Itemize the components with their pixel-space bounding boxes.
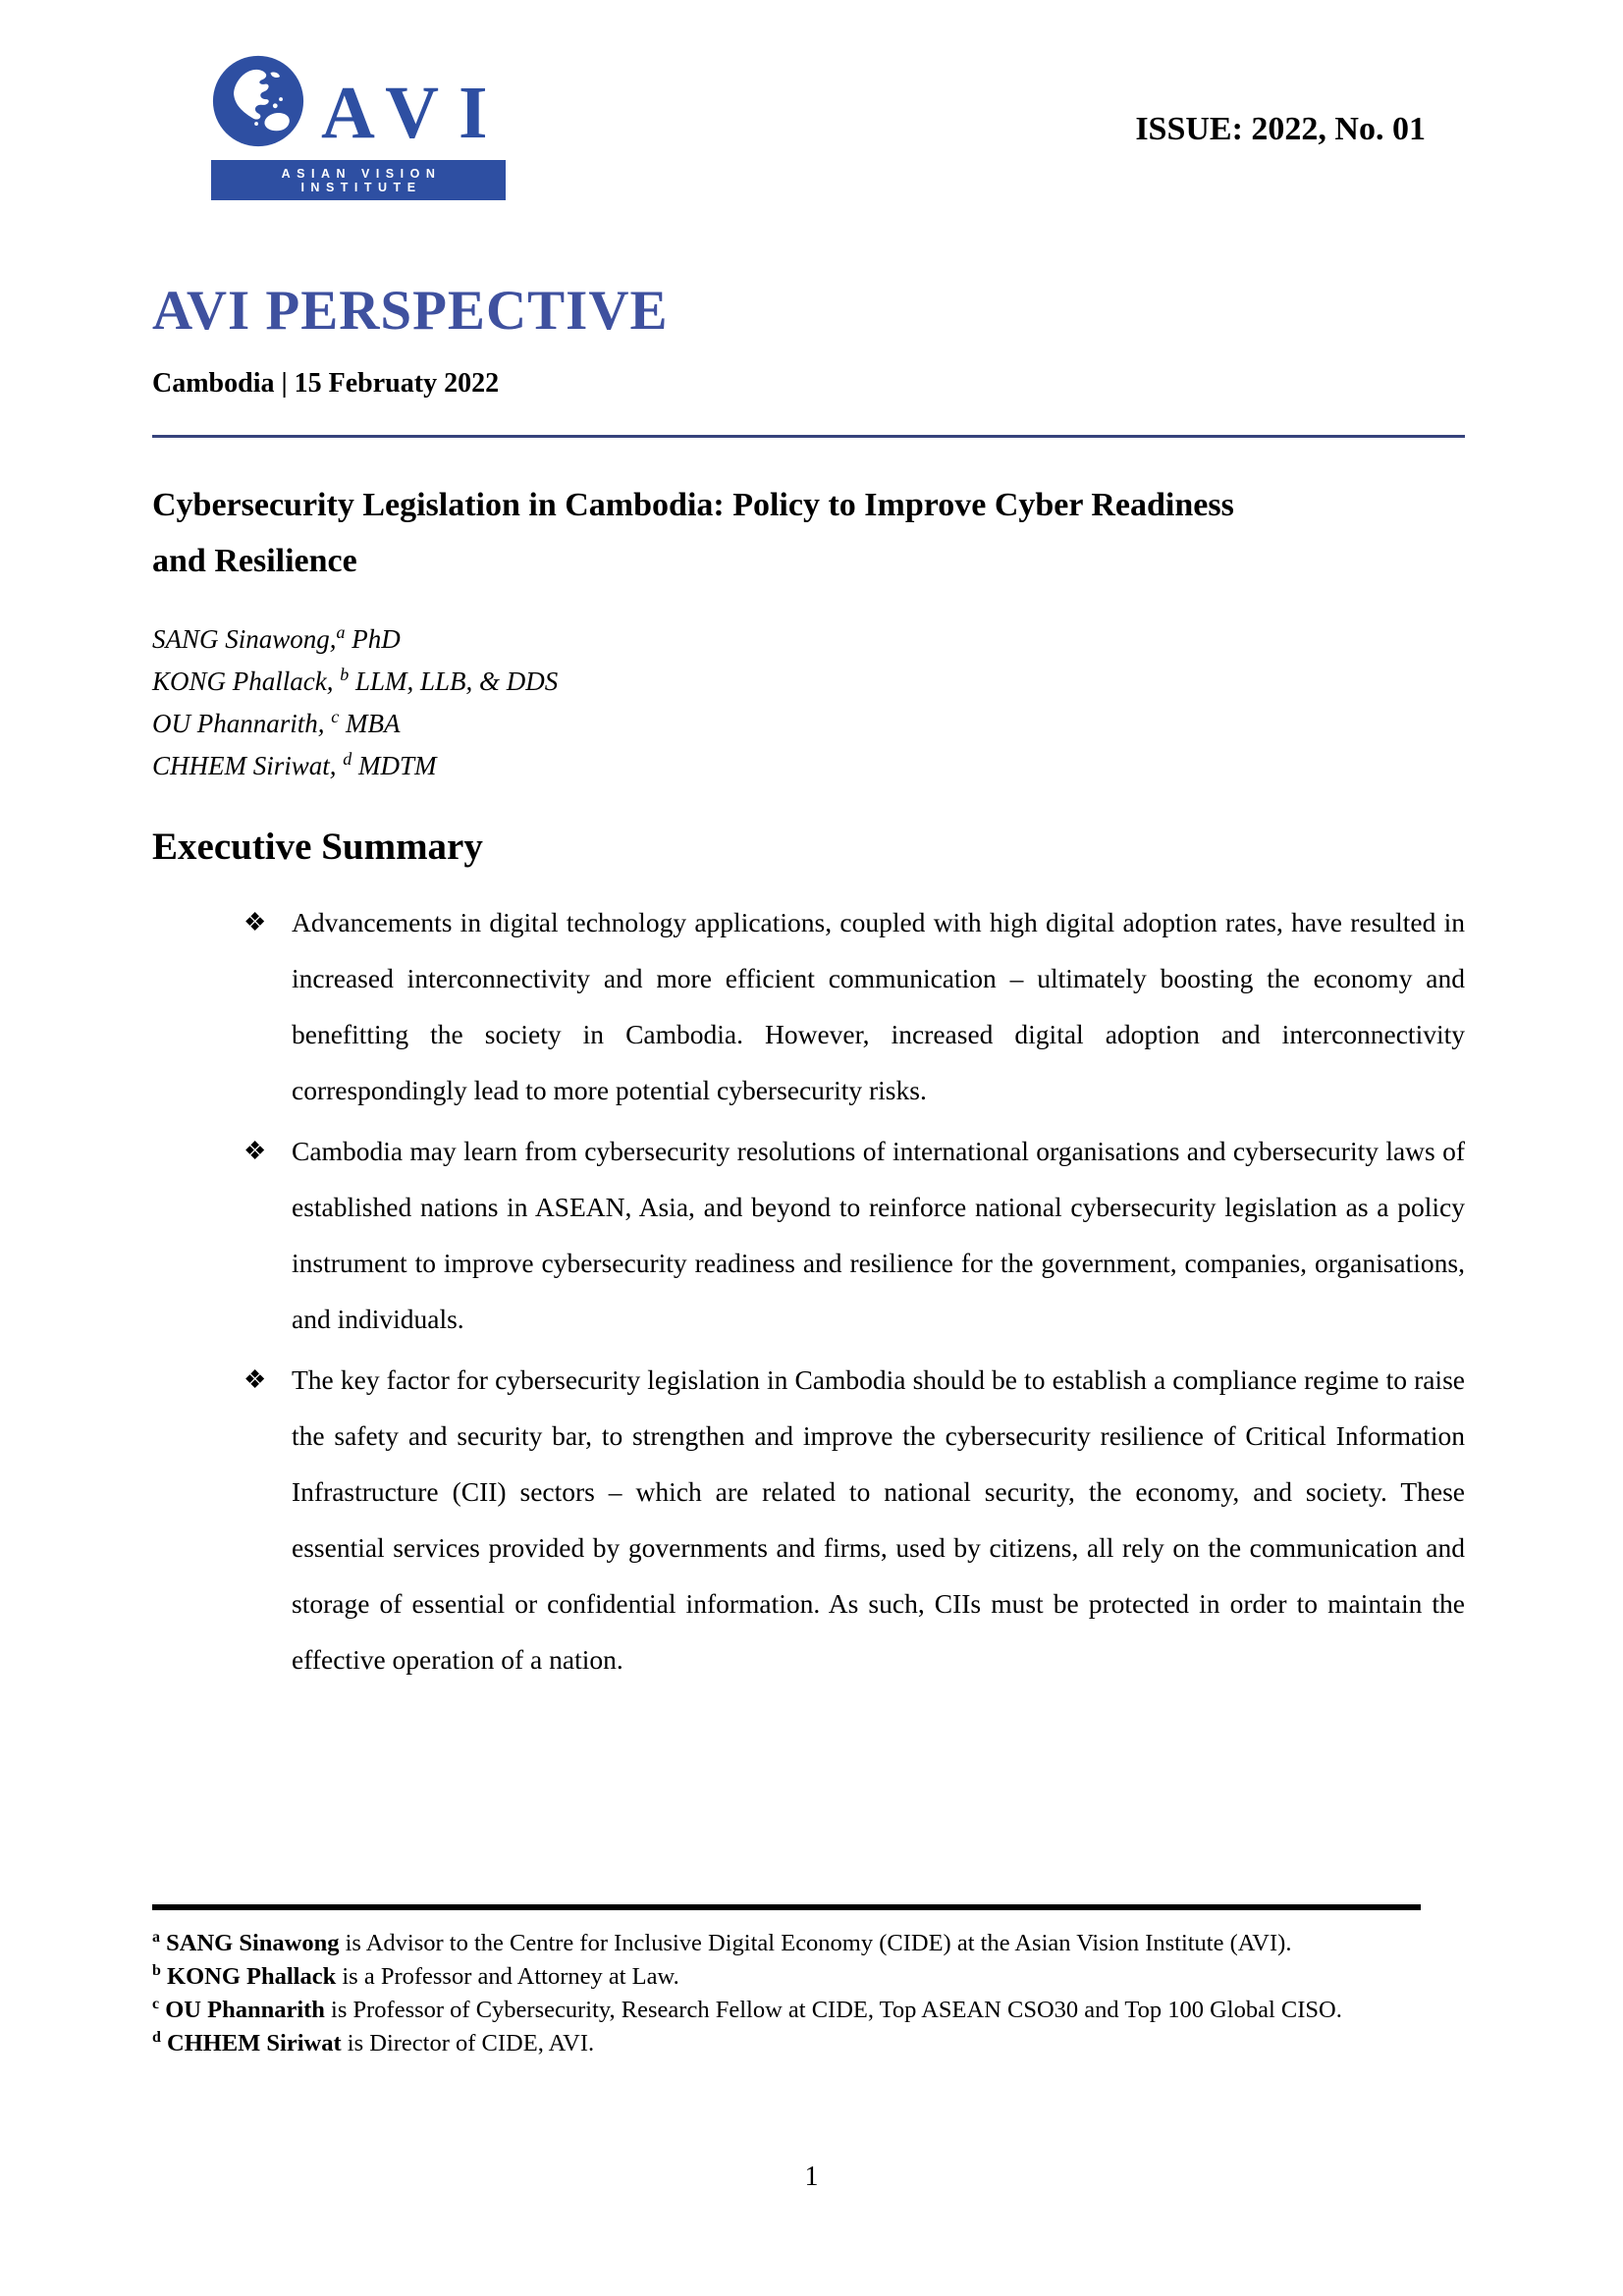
footnote-ref: b: [152, 1961, 161, 1979]
footnote: [152, 1960, 1465, 1994]
globe-icon: [211, 54, 305, 148]
author-credentials: LLM, LLB, & DDS: [349, 667, 559, 696]
footnote-text: is Director of CIDE, AVI.: [341, 2030, 595, 2056]
author-line: [152, 703, 1465, 745]
logo-acronym: AVI: [321, 72, 508, 155]
author-line: [152, 745, 1465, 787]
summary-bullet: [152, 1352, 1465, 1687]
header: [152, 54, 1465, 200]
footnote: [152, 2027, 1465, 2060]
section-divider: [152, 435, 1465, 438]
dateline: Cambodia | 15 Februaty 2022: [152, 368, 500, 399]
author-ref: b: [340, 665, 350, 684]
footnote-name: KONG Phallack: [167, 1963, 337, 1990]
footnote-name: OU Phannarith: [165, 1997, 325, 2023]
bullet-diamond-icon: ❖: [243, 1365, 267, 1394]
author-name: OU Phannarith,: [152, 709, 332, 738]
author-name: CHHEM Siriwat,: [152, 751, 344, 780]
summary-list: [152, 894, 1465, 1687]
footnotes: [152, 1927, 1465, 2060]
summary-bullet: [152, 894, 1465, 1118]
footnote-name: CHHEM Siriwat: [167, 2030, 342, 2056]
author-line: [152, 618, 1465, 661]
footnote: [152, 1927, 1465, 1960]
footnote-ref: c: [152, 1995, 160, 2012]
bullet-diamond-icon: ❖: [243, 1137, 267, 1165]
issue-label: ISSUE: 2022, No. 01: [1135, 111, 1426, 147]
author-credentials: MBA: [339, 709, 401, 738]
author-credentials: PhD: [345, 624, 401, 654]
logo-top: [211, 54, 508, 155]
author-name: KONG Phallack,: [152, 667, 341, 696]
article-title: Cybersecurity Legislation in Cambodia: Policy to Improve Cyber Readiness and Resilience: [152, 487, 1234, 579]
bullet-text: Advancements in digital technology applications, coupled with high digital adoption rates, have resulted in increased interconnectivity and more efficient communication – ultimately boosting the economy and benefitting the society in Cambodia. However, increased digital adoption and interconnectivity correspondingly lead to more potential cybersecurity risks.: [292, 907, 1465, 1105]
author-line: [152, 661, 1465, 703]
summary-bullet: [152, 1123, 1465, 1347]
avi-logo: [211, 54, 506, 200]
footnote: [152, 1994, 1465, 2027]
author-ref: a: [336, 622, 346, 642]
author-ref: d: [343, 749, 352, 769]
footnote-text: is a Professor and Attorney at Law.: [336, 1963, 679, 1990]
section-heading: Executive Summary: [152, 826, 483, 868]
author-credentials: MDTM: [352, 751, 437, 780]
page-number: 1: [804, 2162, 819, 2192]
bullet-text: Cambodia may learn from cybersecurity resolutions of international organisations and cybersecurity laws of established nations in ASEAN, Asia, and beyond to reinforce national cybersecurity legislation as a policy instrument to improve cybersecurity readiness and resilience for the government, companies, organisations, and individuals.: [292, 1136, 1465, 1334]
footnote-text: is Professor of Cybersecurity, Research Fellow at CIDE, Top ASEAN CSO30 and Top 100 Global CISO.: [324, 1997, 1342, 2023]
masthead-title: AVI PERSPECTIVE: [152, 280, 669, 342]
footnote-ref: a: [152, 1928, 160, 1946]
author-ref: c: [331, 707, 340, 726]
author-block: [152, 618, 1465, 787]
logo-banner: ASIAN VISION INSTITUTE: [211, 160, 506, 200]
author-name: SANG Sinawong,: [152, 624, 337, 654]
footnote-text: is Advisor to the Centre for Inclusive Digital Economy (CIDE) at the Asian Vision Institute (AVI).: [339, 1930, 1292, 1956]
footnote-divider: [152, 1904, 1421, 1910]
bullet-diamond-icon: ❖: [243, 908, 267, 936]
footnote-ref: d: [152, 2028, 161, 2046]
footnote-name: SANG Sinawong: [166, 1930, 340, 1956]
bullet-text: The key factor for cybersecurity legislation in Cambodia should be to establish a compliance regime to raise the safety and security bar, to strengthen and improve the cybersecurity resilience of Critical Information Infrastructure (CII) sectors – which are related to national security, the economy, and society. These essential services provided by governments and firms, used by citizens, all rely on the communication and storage of essential or confidential information. As such, CIIs must be protected in order to maintain the effective operation of a nation.: [292, 1364, 1465, 1675]
